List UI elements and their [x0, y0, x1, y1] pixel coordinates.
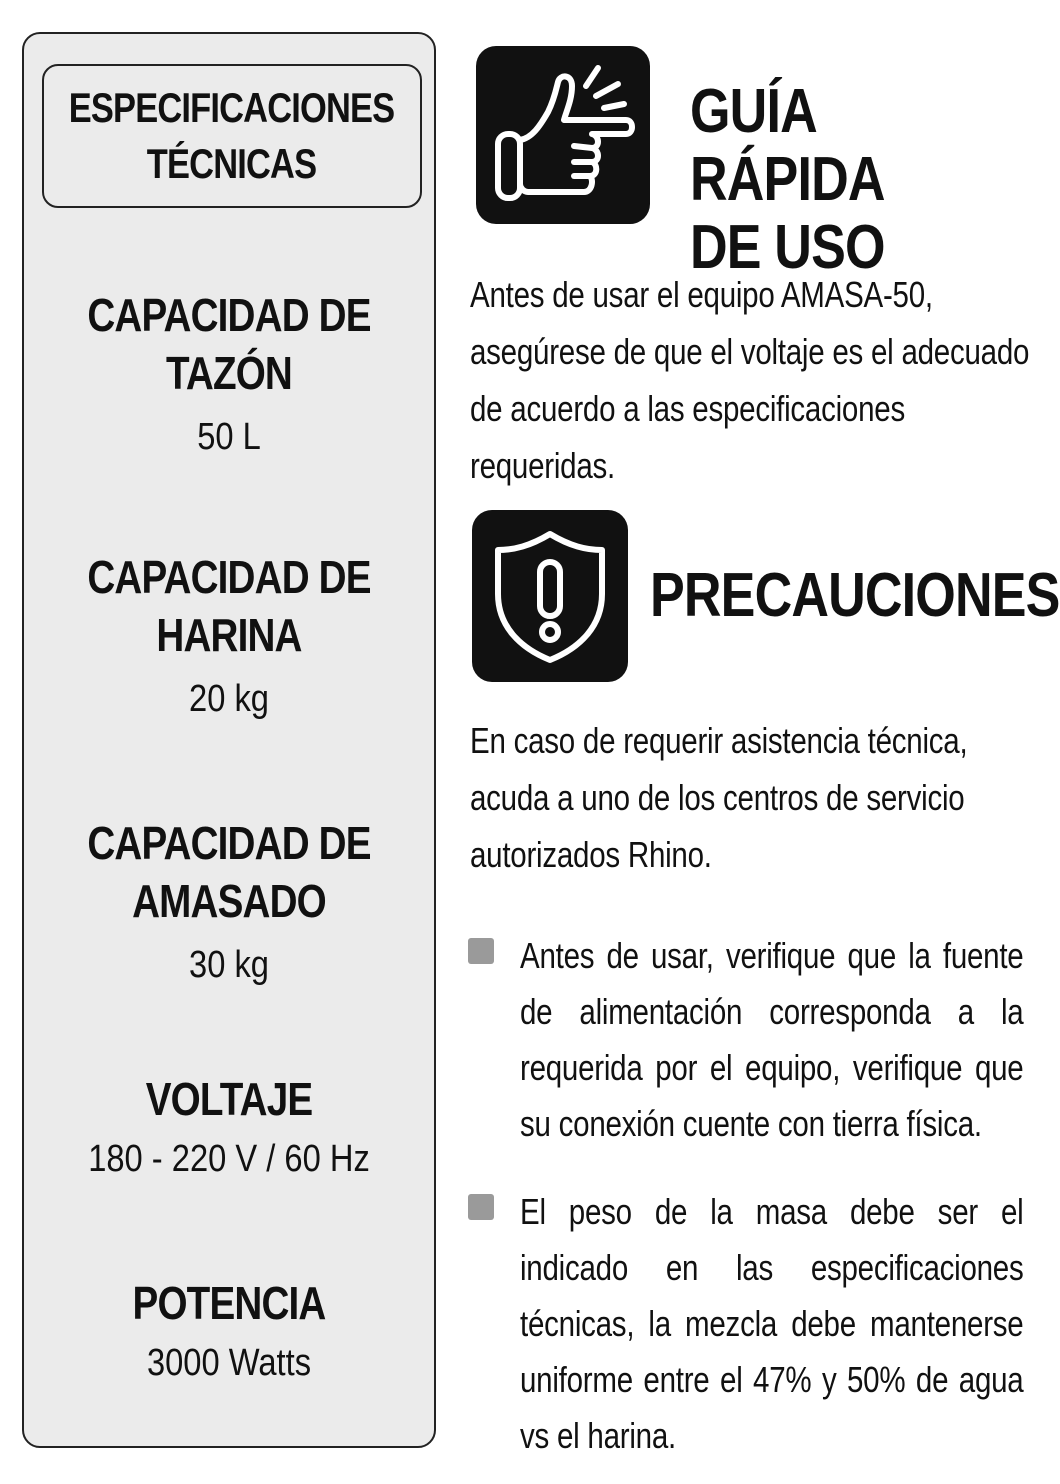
- spec-item-kneading-capacity: [24, 814, 434, 988]
- guide-title: GUÍA RÁPIDA DE USO: [690, 77, 885, 282]
- spec-label: POTENCIA: [132, 1277, 326, 1329]
- spec-item-voltage: [24, 1070, 434, 1182]
- guide-paragraph: Antes de usar el equipo AMASA-50, asegúrese de que el voltaje es el adecuado de acuerdo a las especificaciones requeridas.: [470, 274, 1030, 486]
- spec-item-flour-capacity: [24, 548, 434, 722]
- spec-label: CAPACIDAD DE TAZÓN: [87, 289, 371, 399]
- specs-panel: [22, 32, 436, 1448]
- spec-label: CAPACIDAD DE HARINA: [87, 551, 371, 661]
- specs-title: ESPECIFICACIONES TÉCNICAS: [69, 84, 395, 187]
- spec-value: 30 kg: [189, 944, 269, 986]
- spec-value: 20 kg: [189, 678, 269, 720]
- bullet-text: Antes de usar, verifique que la fuente de alimentación corresponda a la requerida por el equipo, verifique que su conexión cuente con tierra física.: [520, 935, 1024, 1144]
- specs-title-box: [42, 64, 422, 208]
- spec-value: 3000 Watts: [146, 1342, 312, 1384]
- spec-label: VOLTAJE: [145, 1073, 313, 1125]
- spec-value: 50 L: [197, 416, 261, 458]
- bullet-square-icon: [468, 938, 494, 964]
- spec-value: 180 - 220 V / 60 Hz: [88, 1138, 370, 1180]
- precautions-title: PRECAUCIONES: [650, 561, 1060, 630]
- bullet-square-icon: [468, 1194, 494, 1220]
- pointing-hand-icon: [476, 46, 650, 224]
- bullet-text: El peso de la masa debe ser el indicado en las especificaciones técnicas, la mezcla debe mantenerse uniforme entre el 47% y 50% de agua vs el harina.: [520, 1191, 1024, 1456]
- spec-item-bowl-capacity: [24, 286, 434, 460]
- shield-warning-icon: [472, 510, 628, 682]
- spec-label: CAPACIDAD DE AMASADO: [87, 817, 371, 927]
- precautions-paragraph: En caso de requerir asistencia técnica, acuda a uno de los centros de servicio autorizados Rhino.: [470, 720, 968, 875]
- spec-item-power: [24, 1274, 434, 1386]
